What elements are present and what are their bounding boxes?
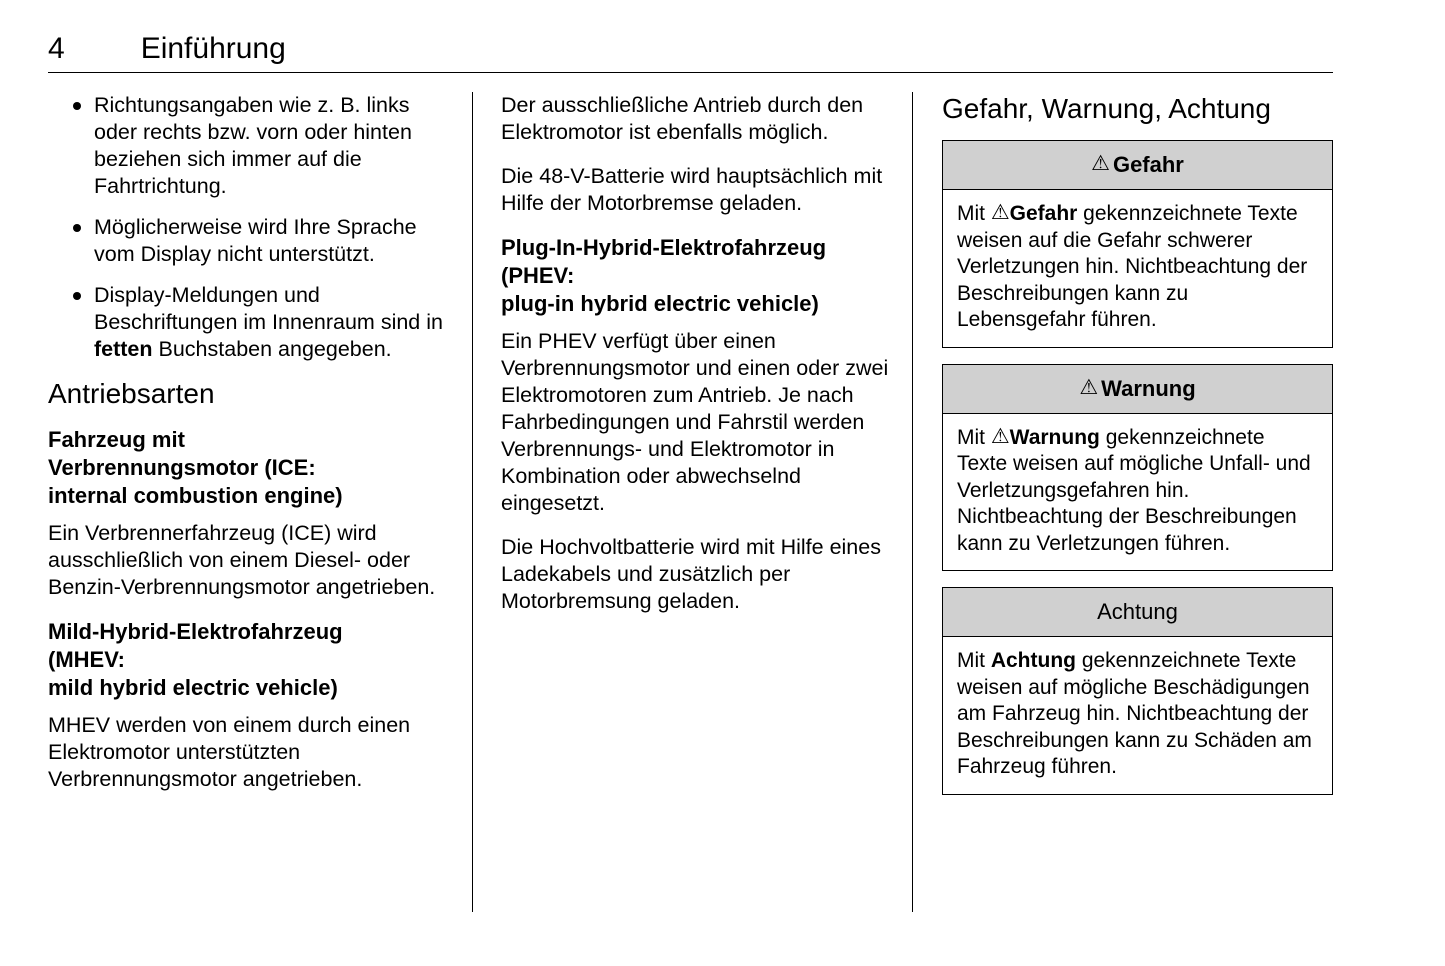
notice-body-warning — [943, 414, 1332, 571]
notice-body-post: gekennzeichnete Texte weisen auf die Gefahr schwerer Verletzungen hin. Nichtbeachtung der Beschreibungen kann zu Lebensgefahr führen. — [957, 202, 1308, 331]
notice-body-label: Achtung — [990, 649, 1076, 672]
notice-header-warning — [943, 365, 1332, 414]
notice-box-danger — [942, 140, 1333, 348]
warning-triangle-icon: ⚠ — [990, 424, 1010, 448]
page-header — [48, 32, 1333, 73]
subheading-mhev — [48, 618, 454, 702]
notice-body-label: Warnung — [1009, 425, 1100, 449]
column-right — [912, 92, 1333, 912]
subheading-phev-line1: Plug-In-Hybrid-Elektrofahrzeug — [501, 235, 827, 260]
notice-body-caution — [943, 637, 1332, 794]
page-title: Gefahr, Warnung, Achtung — [942, 93, 1271, 124]
notice-header-caution — [943, 588, 1332, 637]
list-item: Richtungsangaben wie z. B. links oder rechts bzw. vorn oder hinten beziehen sich immer auf die Fahrtrichtung. — [48, 92, 454, 200]
notice-body-post: gekennzeichnete Texte weisen auf mögliche Beschädigungen am Fahrzeug hin. Nichtbeachtung der Beschreibungen kann zu Schäden am Fahrzeug führen. — [957, 649, 1312, 778]
notice-label-warning: Warnung — [1101, 375, 1196, 401]
notice-box-caution — [942, 587, 1333, 795]
subheading-mhev-line2: (MHEV: — [48, 647, 125, 672]
bullet-text-pre: Display-Meldungen und Beschriftungen im Innenraum sind in — [94, 283, 443, 334]
notice-label-danger: Gefahr — [1112, 152, 1184, 177]
notice-body-pre: Mit — [957, 425, 991, 449]
notice-body-pre: Mit — [957, 202, 991, 225]
subheading-phev-line3: plug-in hybrid electric vehicle) — [501, 291, 819, 316]
paragraph-hv-battery: Die Hochvoltbatterie wird mit Hilfe eines Ladekabels und zusätzlich per Motorbremsung geladen. — [501, 535, 881, 613]
subheading-mhev-line1: Mild-Hybrid-Elektrofahrzeug — [48, 619, 343, 644]
subheading-mhev-line3: mild hybrid electric vehicle) — [48, 675, 338, 700]
notice-body-post: gekennzeichnete Texte weisen auf mögliche Unfall- und Verletzungsgefahren hin. Nichtbeachtung der Beschreibungen kann zu Verletzungen führen. — [957, 425, 1311, 555]
section-heading-antriebsarten: Antriebsarten — [48, 378, 215, 409]
chapter-title: Einführung — [140, 32, 286, 65]
paragraph-phev-description: Ein PHEV verfügt über einen Verbrennungsmotor und einen oder zwei Elektromotoren zum Antrieb. Je nach Fahrbedingungen und Fahrstil werden Verbrennungs- und Elektromotor in Kombination oder abwechselnd eingesetzt. — [501, 329, 889, 515]
warning-triangle-icon: ⚠ — [1079, 375, 1099, 399]
page-number: 4 — [48, 32, 65, 65]
list-item — [48, 282, 454, 363]
subheading-ice-line3: internal combustion engine) — [48, 483, 343, 508]
list-item: Möglicherweise wird Ihre Sprache vom Display nicht unterstützt. — [48, 214, 454, 268]
paragraph-48v-battery: Die 48-V-Batterie wird hauptsächlich mit Hilfe der Motorbremse geladen. — [501, 164, 883, 215]
paragraph-ice: Ein Verbrennerfahrzeug (ICE) wird ausschließlich von einem Diesel- oder Benzin-Verbrennungsmotor angetrieben. — [48, 521, 436, 599]
bullet-list — [48, 92, 454, 363]
page-columns — [48, 92, 1333, 912]
notice-label-caution: Achtung — [1097, 599, 1178, 624]
warning-triangle-icon: ⚠ — [990, 201, 1010, 224]
column-middle — [472, 92, 912, 912]
subheading-phev-line2: (PHEV: — [501, 263, 575, 288]
bullet-text-post: Buchstaben angegeben. — [152, 337, 392, 361]
subheading-ice — [48, 426, 454, 510]
subheading-ice-line1: Fahrzeug mit — [48, 427, 185, 452]
subheading-phev — [501, 234, 894, 318]
notice-box-warning — [942, 364, 1333, 572]
notice-body-danger — [943, 190, 1332, 347]
notice-body-pre: Mit — [957, 649, 991, 672]
warning-triangle-icon: ⚠ — [1091, 152, 1110, 175]
paragraph-electric-drive: Der ausschließliche Antrieb durch den Elektromotor ist ebenfalls möglich. — [501, 93, 864, 144]
column-left — [48, 92, 472, 912]
subheading-ice-line2: Verbrennungsmotor (ICE: — [48, 455, 316, 480]
notice-body-label: Gefahr — [1009, 202, 1078, 225]
bullet-text-bold: fetten — [94, 337, 153, 361]
notice-header-danger — [943, 141, 1332, 190]
paragraph-mhev: MHEV werden von einem durch einen Elektromotor unterstützten Verbrennungsmotor angetrieben. — [48, 713, 411, 791]
